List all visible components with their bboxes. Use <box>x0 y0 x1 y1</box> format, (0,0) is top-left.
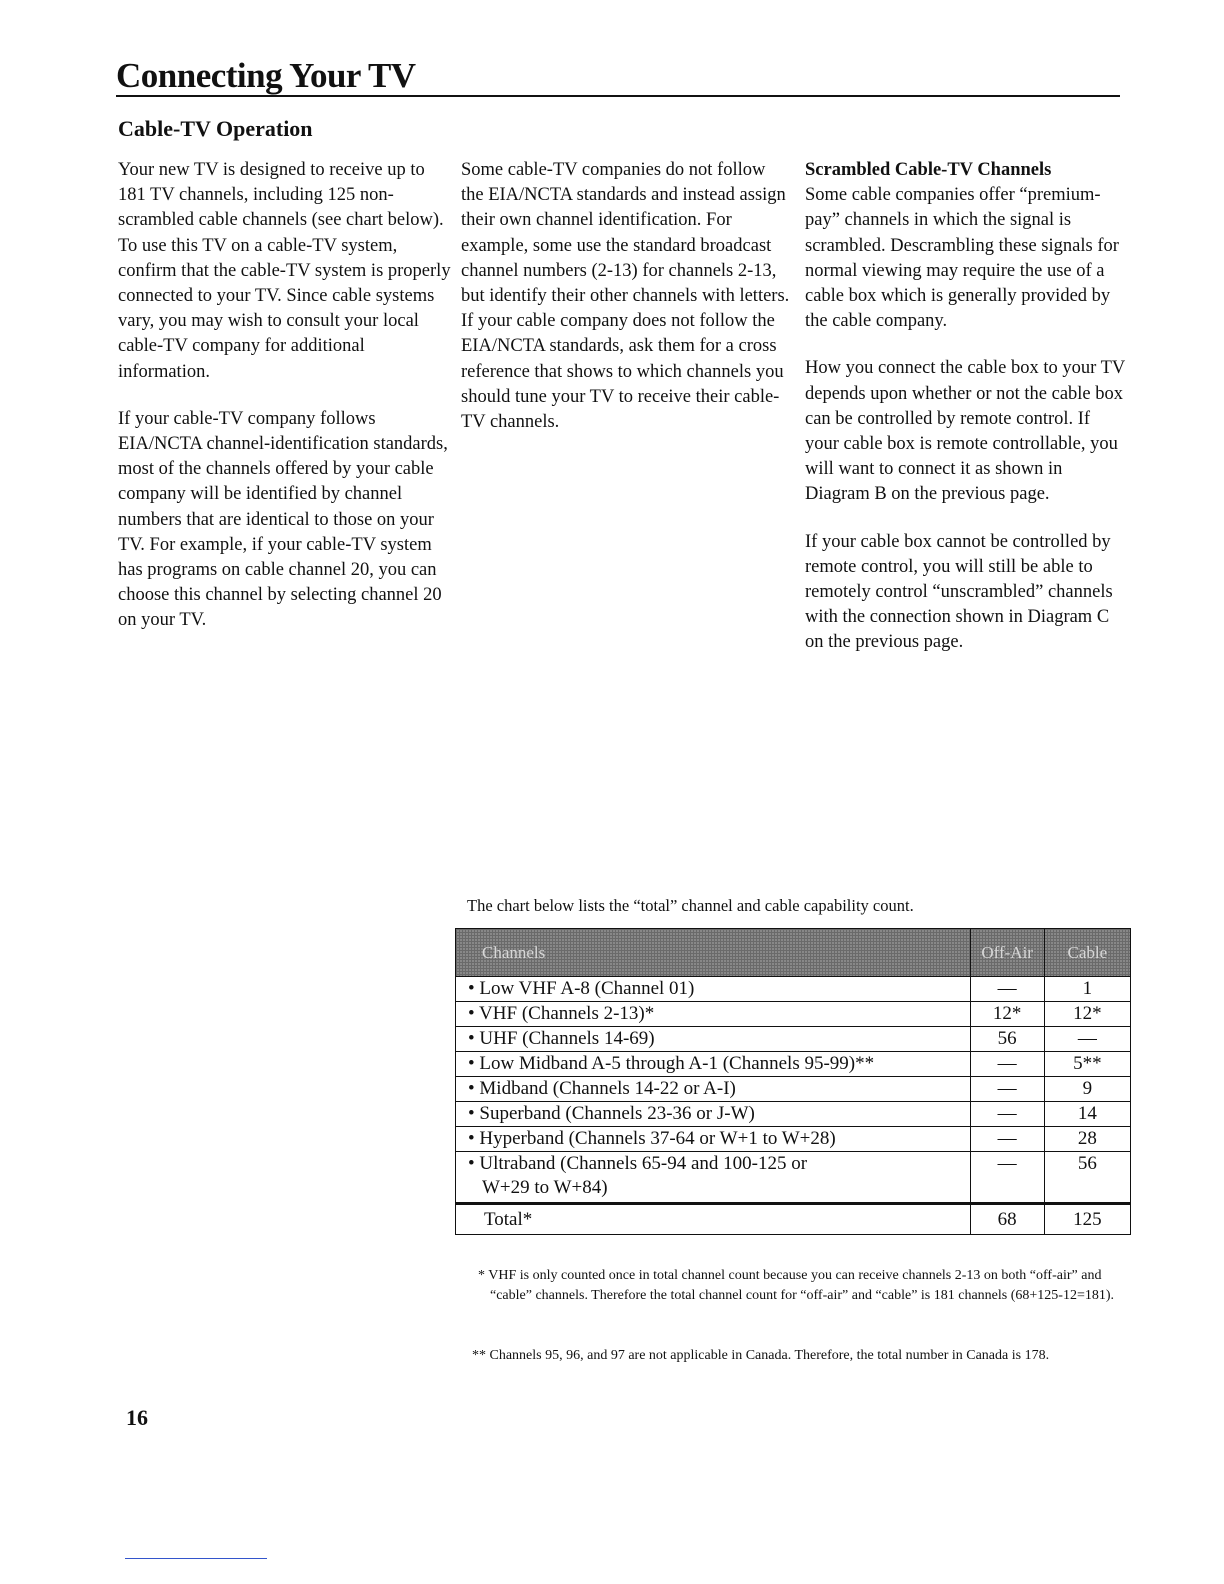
row-category: • Midband (Channels 14-22 or A-I) <box>456 1077 971 1102</box>
table-row <box>456 1152 1131 1204</box>
table-row <box>456 1102 1131 1127</box>
row-category <box>456 1152 971 1204</box>
row-off-air: 56 <box>970 1027 1044 1052</box>
paragraph: Some cable companies offer “premium-pay” channels in which the signal is scrambled. Descrambling these signals for normal viewing may require the use of a cable box which is generally provided by the cable company. <box>805 185 1119 332</box>
header-off-air: Off-Air <box>970 929 1044 977</box>
total-cable: 125 <box>1044 1204 1130 1235</box>
row-cable: 28 <box>1044 1127 1130 1152</box>
row-off-air: — <box>970 977 1044 1002</box>
row-off-air: — <box>970 1052 1044 1077</box>
chart-caption: The chart below lists the “total” channel and cable capability count. <box>467 896 914 915</box>
total-label: Total* <box>456 1204 971 1235</box>
row-category: • VHF (Channels 2-13)* <box>456 1002 971 1027</box>
table-header-row <box>456 929 1131 977</box>
row-off-air: — <box>970 1077 1044 1102</box>
row-category: • Low VHF A-8 (Channel 01) <box>456 977 971 1002</box>
section-title: Cable-TV Operation <box>118 116 313 141</box>
table-row <box>456 1077 1131 1102</box>
text-column-3 <box>805 158 1127 678</box>
table-row <box>456 1052 1131 1077</box>
row-cable: — <box>1044 1027 1130 1052</box>
row-off-air: — <box>970 1152 1044 1204</box>
row-cable: 56 <box>1044 1152 1130 1204</box>
table-row <box>456 1027 1131 1052</box>
table-total-row <box>456 1204 1131 1235</box>
text-column-1 <box>118 158 453 656</box>
row-cable: 14 <box>1044 1102 1130 1127</box>
total-off-air: 68 <box>970 1204 1044 1235</box>
footnote: * VHF is only counted once in total channel count because you can receive channels 2-13 on both “off-air” and “cable” channels. Therefore the total channel count for “off-air” and “cable” is 181 channels (68+125-12=181). <box>478 1268 1115 1303</box>
row-cable: 9 <box>1044 1077 1130 1102</box>
page-number: 16 <box>126 1405 148 1430</box>
row-off-air: — <box>970 1102 1044 1127</box>
table-row <box>456 1127 1131 1152</box>
channel-count-table <box>455 928 1131 1235</box>
paragraph: If your cable-TV company follows EIA/NCTA channel-identification standards, most of the channels offered by your cable company will be identified by channel numbers that are identical to those on your TV. For example, if your cable-TV system has programs on cable channel 20, you can choose this channel by selecting channel 20 on your TV. <box>118 408 448 631</box>
row-cable: 5** <box>1044 1052 1130 1077</box>
header-channels: Channels <box>456 929 971 977</box>
table-row <box>456 977 1131 1002</box>
row-cable: 1 <box>1044 977 1130 1002</box>
header-cable: Cable <box>1044 929 1130 977</box>
page-title: Connecting Your TV <box>116 56 416 95</box>
subheading: Scrambled Cable-TV Channels <box>805 160 1052 180</box>
row-category: • UHF (Channels 14-69) <box>456 1027 971 1052</box>
row-category: • Superband (Channels 23-36 or J-W) <box>456 1102 971 1127</box>
title-divider <box>116 95 1120 97</box>
paragraph: If your cable box cannot be controlled by remote control, you will still be able to remotely control “unscrambled” channels with the connection shown in Diagram C on the previous page. <box>805 531 1113 653</box>
row-category-line: W+29 to W+84) <box>482 1177 608 1198</box>
paragraph: Your new TV is designed to receive up to 181 TV channels, including 125 non-scrambled cable channels (see chart below). To use this TV on a cable-TV system, confirm that the cable-TV system is properly connected to your TV. Since cable systems vary, you may wish to consult your local cable-TV company for additional information. <box>118 160 451 382</box>
bottom-divider <box>125 1558 267 1559</box>
row-cable: 12* <box>1044 1002 1130 1027</box>
row-category: • Hyperband (Channels 37-64 or W+1 to W+28) <box>456 1127 971 1152</box>
row-category-line: • Ultraband (Channels 65-94 and 100-125 or <box>468 1153 808 1174</box>
text-column-2 <box>461 158 791 457</box>
row-off-air: 12* <box>970 1002 1044 1027</box>
table-row <box>456 1002 1131 1027</box>
row-off-air: — <box>970 1127 1044 1152</box>
footnote: ** Channels 95, 96, and 97 are not applicable in Canada. Therefore, the total number in Canada is 178. <box>472 1348 1050 1363</box>
row-category: • Low Midband A-5 through A-1 (Channels 95-99)** <box>456 1052 971 1077</box>
paragraph: Some cable-TV companies do not follow the EIA/NCTA standards and instead assign their own channel identification. For example, some use the standard broadcast channel numbers (2-13) for channels 2-13, but identify their other channels with letters. If your cable company does not follow the EIA/NCTA standards, ask them for a cross reference that shows to which channels you should tune your TV to receive their cable-TV channels. <box>461 160 790 433</box>
paragraph: How you connect the cable box to your TV depends upon whether or not the cable box can be controlled by remote control. If your cable box is remote controllable, you will want to connect it as shown in Diagram B on the previous page. <box>805 358 1125 505</box>
